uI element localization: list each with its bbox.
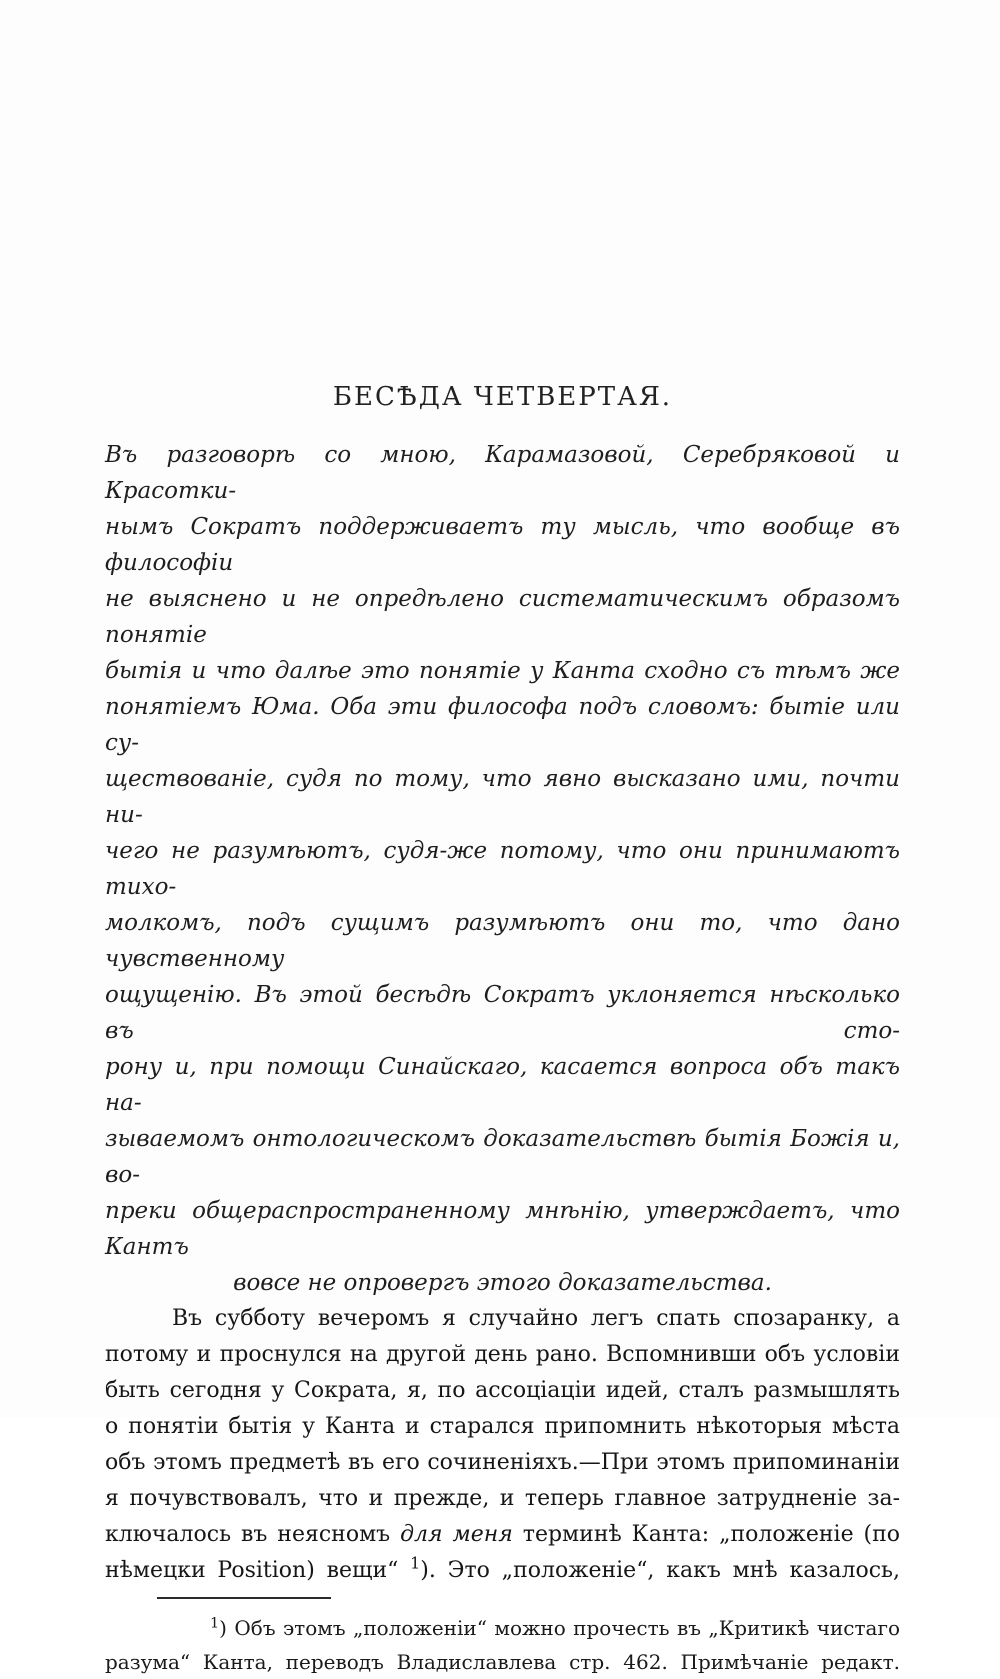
text-segment: нѣмецки Position) вещи“ <box>105 1558 411 1583</box>
text-line <box>105 977 900 1049</box>
text-line <box>105 1481 900 1517</box>
text-segment: преки общераспространенному мнѣнію, утверждаетъ, что Кантъ <box>105 1198 900 1260</box>
text-line <box>105 1611 900 1645</box>
text-line <box>105 1301 900 1337</box>
text-line <box>105 1553 900 1589</box>
text-segment: молкомъ, подъ сущимъ разумѣютъ они то, что дано чувственному <box>105 910 900 972</box>
intro-summary-paragraph <box>105 437 900 1301</box>
text-line <box>105 761 900 833</box>
footnote-separator-rule <box>157 1597 331 1599</box>
text-segment: не выяснено и не опредѣлено систематическимъ образомъ понятіе <box>105 586 900 648</box>
text-segment: объ этомъ предметѣ въ его сочиненіяхъ.—При этомъ припоминаніи <box>105 1450 900 1475</box>
text-segment: быть сегодня у Сократа, я, по ассоціаціи идей, сталъ размышлять <box>105 1378 900 1403</box>
text-segment: нымъ Сократъ поддерживаетъ ту мысль, что вообще въ философіи <box>105 514 900 576</box>
text-line <box>105 833 900 905</box>
text-segment: разума“ Канта, переводъ Владиславлева стр. 462. Примѣчаніе редакт. <box>105 1650 900 1674</box>
text-line <box>105 1265 900 1301</box>
text-segment: о понятіи бытія у Канта и старался припомнить нѣкоторыя мѣста <box>105 1414 900 1439</box>
body-paragraph <box>105 1301 900 1589</box>
text-line <box>105 1517 900 1553</box>
text-line <box>105 1645 900 1679</box>
text-segment: Въ субботу вечеромъ я случайно легъ спать спозаранку, а <box>172 1306 900 1331</box>
text-line <box>105 1121 900 1193</box>
text-line <box>105 689 900 761</box>
footnote-paragraph <box>105 1611 900 1679</box>
text-segment: бытія и что далѣе это понятіе у Канта сходно съ тѣмъ же <box>105 658 900 684</box>
text-segment: ). Это „положеніе“, какъ мнѣ казалось, <box>420 1558 900 1583</box>
text-segment: Въ разговорѣ со мною, Карамазовой, Серебряковой и Красотки- <box>105 442 900 504</box>
text-segment: вовсе не опровергъ этого доказательства. <box>233 1270 772 1296</box>
text-line <box>105 1373 900 1409</box>
text-segment: я почувствовалъ, что и прежде, и теперь главное затрудненіе за- <box>105 1486 900 1511</box>
text-line <box>105 1049 900 1121</box>
text-segment: рону и, при помощи Синайскаго, касается вопроса объ такъ на- <box>105 1054 900 1116</box>
page-title: БЕСѢДА ЧЕТВЕРТАЯ. <box>332 382 673 412</box>
text-segment: чего не разумѣютъ, судя-же потому, что они принимаютъ тихо- <box>105 838 900 900</box>
footnote-marker: 1 <box>410 1553 421 1573</box>
text-segment: ществованіе, судя по тому, что явно высказано ими, почти ни- <box>105 766 900 828</box>
text-line <box>105 1193 900 1265</box>
text-block <box>105 383 900 1679</box>
text-line <box>105 653 900 689</box>
text-line <box>105 581 900 653</box>
text-line <box>105 1445 900 1481</box>
text-segment: ключалось въ неясномъ <box>105 1522 401 1547</box>
text-segment: потому и проснулся на другой день рано. Вспомнивши объ условіи <box>105 1342 900 1367</box>
text-segment: ) Объ этомъ „положеніи“ можно прочесть въ „Критикѣ чистаго <box>219 1616 900 1640</box>
footnote-marker: 1 <box>210 1615 220 1632</box>
text-line <box>105 509 900 581</box>
text-segment: понятіемъ Юма. Оба эти философа подъ словомъ: бытіе или су- <box>105 694 900 756</box>
text-line <box>105 437 900 509</box>
text-line <box>105 1337 900 1373</box>
emphasized-text: для меня <box>400 1522 513 1547</box>
text-segment: зываемомъ онтологическомъ доказательствѣ бытія Божія и, во- <box>105 1126 900 1188</box>
text-line <box>105 1409 900 1445</box>
text-segment: терминѣ Канта: „положеніе (по <box>512 1522 901 1547</box>
text-line <box>105 905 900 977</box>
text-segment: ощущенію. Въ этой бесѣдѣ Сократъ уклоняется нѣсколько въ сто- <box>105 982 900 1044</box>
